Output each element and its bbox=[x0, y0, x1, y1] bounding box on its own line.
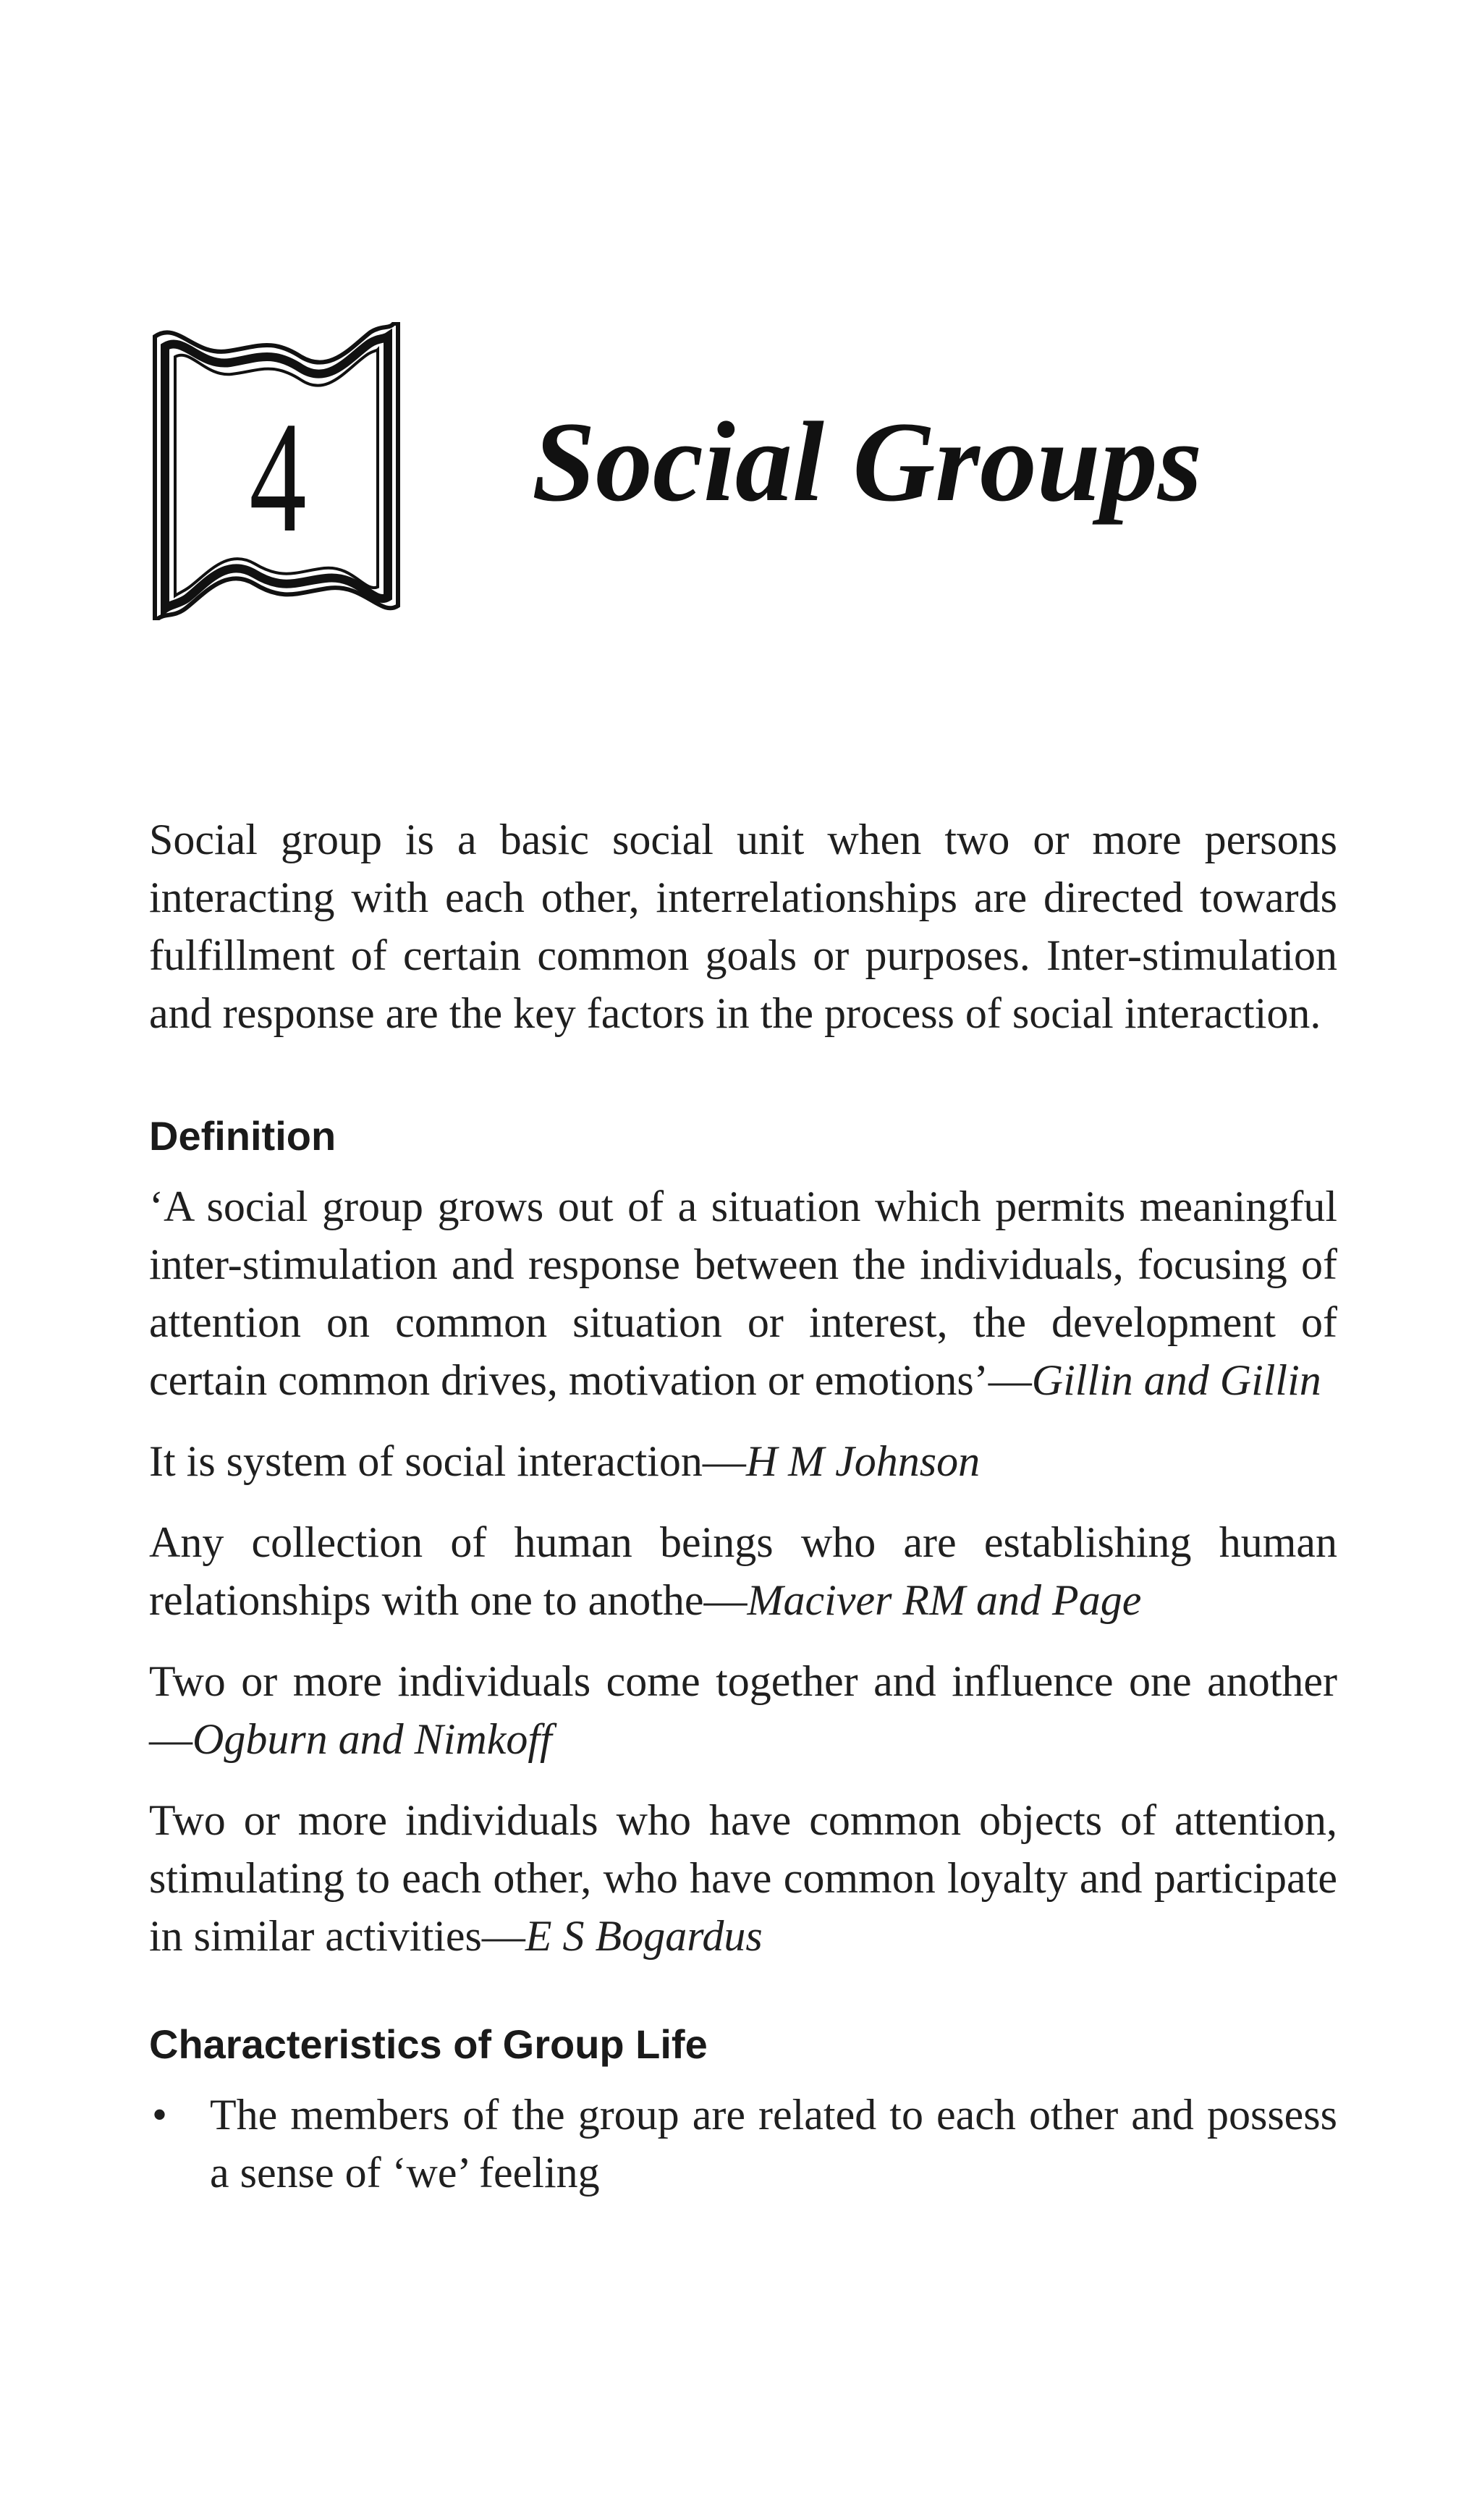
intro-paragraph: Social group is a basic social unit when two or more persons interacting with each other, interrelationships are directed towards fulfillment of certain common goals or purposes. Inter-stimulation and response are the key factors in the process of social interaction. bbox=[149, 816, 1337, 1037]
definition-author: Ogburn and Nimkoff bbox=[192, 1715, 552, 1763]
bullet-icon: • bbox=[152, 2091, 168, 2139]
definition-item bbox=[149, 1652, 1337, 1768]
definition-author: H M Johnson bbox=[745, 1437, 981, 1485]
definition-text: ‘A social group grows out of a situation which permits meaningful inter-stimulation and response between the individuals, focusing of attention on common situation or interest, the development of certain common drives, motivation or emotions’— bbox=[149, 1183, 1337, 1404]
definition-item bbox=[149, 1432, 1337, 1490]
definition-text: Two or more individuals come together and influence one another— bbox=[149, 1657, 1337, 1763]
chapter-number: 4 bbox=[249, 389, 307, 565]
chapter-title: Social Groups bbox=[532, 399, 1203, 525]
list-item-text: The members of the group are related to each other and possess a sense of ‘we’ feeling bbox=[210, 2091, 1337, 2196]
definition-item bbox=[149, 1791, 1337, 1965]
definition-item bbox=[149, 1177, 1337, 1409]
definition-author: Maciver RM and Page bbox=[747, 1576, 1142, 1624]
definition-author: Gillin and Gillin bbox=[1031, 1356, 1321, 1404]
list-item bbox=[149, 2086, 1337, 2202]
definition-text: It is system of social interaction— bbox=[149, 1437, 746, 1485]
definition-item bbox=[149, 1513, 1337, 1629]
definition-heading: Definition bbox=[149, 1113, 336, 1159]
characteristics-heading: Characteristics of Group Life bbox=[149, 2021, 708, 2067]
definition-author: E S Bogardus bbox=[525, 1912, 763, 1960]
definition-text: Two or more individuals who have common objects of attention, stimulating to each other, who have common loyalty and participate in similar activities— bbox=[149, 1796, 1337, 1960]
page-body bbox=[149, 811, 1337, 2202]
characteristics-list bbox=[149, 2086, 1337, 2202]
definition-list bbox=[149, 1177, 1337, 1965]
definition-text: Any collection of human beings who are establishing human relationships with one to anothe— bbox=[149, 1518, 1337, 1624]
